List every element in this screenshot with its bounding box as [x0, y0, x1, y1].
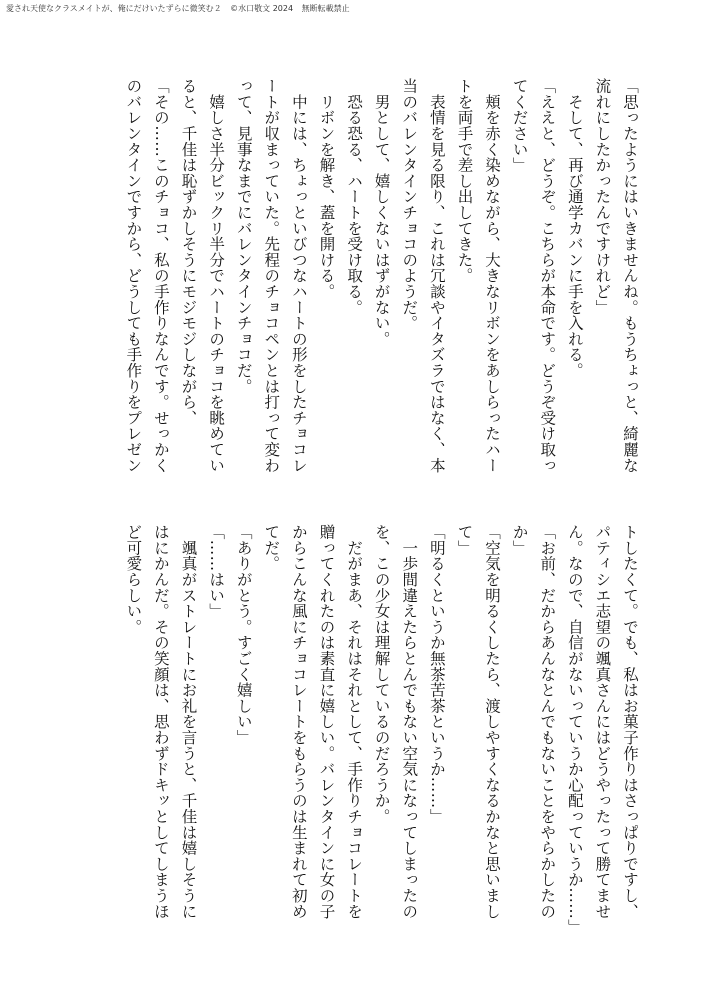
upper-text-block	[119, 78, 643, 508]
text-column: 中には、ちょっといびつなハートの形をしたチョコレ	[289, 78, 308, 473]
text-column: 一歩間違えたらとんでもない空気になってしまったの	[400, 524, 419, 919]
text-column: 表情を見る限り、これは冗談やイタズラではなく、本	[427, 78, 446, 473]
text-column: 「思ったようにはいきませんね。もうちょっと、綺麗な	[621, 78, 639, 473]
text-column: パティシエ志望の颯真さんにはどうやったって勝てませ	[593, 524, 612, 919]
text-column: か」	[510, 524, 529, 556]
text-column: 「……はい」	[207, 524, 226, 619]
text-column: 男として、嬉しくないはずがない。	[372, 78, 391, 347]
text-column: てください」	[510, 78, 529, 173]
text-column: て」	[455, 524, 474, 556]
text-column: 嬉しさ半分ビックリ半分でハートのチョコを眺めてい	[207, 78, 226, 473]
copyright-text: ©水口敬文 2024	[230, 4, 294, 13]
text-column: 「空気を明るくしたら、渡しやすくなるかなと思いまし	[483, 524, 502, 919]
text-column: 「ええと、どうぞ。こちらが本命です。どうぞ受け取っ	[538, 78, 557, 473]
text-column: 「お前、だからあんなとんでもないことをやらかしたの	[538, 524, 557, 919]
text-column: 「その……このチョコ、私の手作りなんです。せっかく	[151, 78, 170, 473]
text-column: からこんな風にチョコレートをもらうのは生まれて初め	[289, 524, 308, 919]
text-column: だがまあ、それはそれとして、手作りチョコレートを	[345, 524, 364, 919]
text-column: 当のバレンタインチョコのようだ。	[400, 78, 419, 331]
text-column: はにかんだ。その笑顔は、思わずドキッとしてしまうほ	[151, 524, 170, 919]
book-title: 愛され天使なクラスメイトが、俺にだけいたずらに微笑む２	[6, 4, 222, 13]
text-column: てだ。	[262, 524, 281, 572]
text-column: って、見事なまでにバレンタインチョコだ。	[234, 78, 253, 394]
text-column: トしたくて。でも、私はお菓子作りはさっぱりですし、	[621, 524, 639, 919]
text-column: そして、再び通学カバンに手を入れる。	[565, 78, 584, 379]
text-column: 贈ってくれたのは素直に嬉しい。バレンタインに女の子	[317, 524, 336, 919]
text-column: 頬を赤く染めながら、大きなリボンをあしらったハー	[483, 78, 502, 473]
text-column: 流れにしたかったんですけれど」	[593, 78, 612, 315]
lower-text-block	[119, 524, 643, 954]
text-column: 「明るくというか無茶苦茶というか……」	[427, 524, 446, 825]
text-column: ると、千佳は恥ずかしそうにモジモジしながら、	[179, 78, 198, 426]
text-column: ん。なので、自信がないっていうか心配っていうか……」	[565, 524, 584, 935]
text-column: 颯真がストレートにお礼を言うと、千佳は嬉しそうに	[179, 524, 198, 919]
text-column: 「ありがとう。すごく嬉しい」	[234, 524, 253, 746]
text-column: トを両手で差し出してきた。	[455, 78, 474, 284]
text-column: リボンを解き、蓋を開ける。	[317, 78, 336, 300]
running-header	[6, 4, 356, 14]
text-column: を、この少女は理解しているのだろうか。	[372, 524, 391, 825]
text-column: 恐る恐る、ハートを受け取る。	[345, 78, 364, 315]
reprint-notice: 無断転載禁止	[301, 4, 350, 13]
text-column: ど可愛らしい。	[124, 524, 143, 635]
text-column: ートが収まっていた。先程のチョコペンとは打って変わ	[262, 78, 281, 473]
text-column: のバレンタインですから、どうしても手作りをプレゼン	[124, 78, 143, 473]
